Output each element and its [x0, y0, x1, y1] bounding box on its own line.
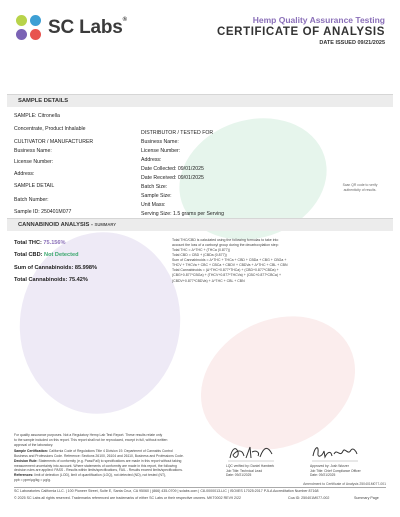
- footer-disclaimer: approval of the laboratory.: [14, 442, 54, 447]
- registered-mark: ®: [122, 17, 127, 23]
- calc-line: Total THC/CBD is calculated using the following formulas to take into: [172, 238, 279, 242]
- calculation-formulas: [172, 238, 372, 284]
- sum-of-cannabinoids: Sum of Cannabinoids: 85.998%: [14, 265, 97, 271]
- footer-disclaimer: to the sample included on this report. This report shall not be reproduced, except in full, without written: [14, 437, 168, 442]
- signature-block-lqc: LQC verified by: Daniel Hamberk Job Title: Technical Lead Date: 09/21/2025: [226, 442, 298, 478]
- cannabinoid-analysis-heading: CANNABINOID ANALYSIS - SUMMARY: [18, 222, 117, 228]
- document-title: CERTIFICATE OF ANALYSIS: [217, 26, 385, 38]
- qr-verify-note: Scan QR code to verify authenticity of results.: [342, 183, 378, 192]
- sample-certification: Business and Professions Code. Reference: Sections 26100, 26104 and 26110, Business and Professions Code.: [14, 454, 184, 459]
- decision-rule: measurement uncertainty into account. Where statements of conformity are made in this report, the following: [14, 463, 177, 468]
- sc-labs-logo: [16, 15, 127, 41]
- signature-hamberk-icon: [226, 442, 276, 464]
- sample-details-bar: [7, 94, 393, 107]
- sample-id: Sample ID: 250401M077: [14, 209, 72, 215]
- total-cbd: Total CBD: Not Detected: [14, 252, 79, 258]
- header-subtitle: Hemp Quality Assurance Testing: [252, 15, 385, 25]
- calc-line: Sum of Cannabinoids = Δ⁹THC + THCa + CBD + CBDa + CBG + CBGa +: [172, 258, 287, 263]
- distributor-address: Address:: [141, 157, 162, 163]
- decision-rule: Decision Rule: Statements of conformity (e.g. Pass/Fail) to specifications are made in this report without taking: [14, 458, 182, 463]
- date-issued: DATE ISSUED 09/21/2025: [319, 40, 385, 46]
- calc-line: (CBDV+0.877*CBDVa) + Δ⁸THC + CBL + CBN: [172, 278, 245, 283]
- sample-name: SAMPLE: Citronella: [14, 113, 60, 119]
- total-cannabinoids: Total Cannabinoids: 75.42%: [14, 277, 88, 283]
- sample-certification: Sample Certification: California Code of Regulations Title 4 Division 19. Department of Cannabis Control: [14, 449, 173, 454]
- references: ppb = ppm/μg/kg = μg/g.: [14, 477, 51, 482]
- signature-wurzer-icon: [310, 442, 360, 464]
- brand-name: SC Labs®: [48, 17, 127, 38]
- batch-size: Batch Size:: [141, 184, 168, 190]
- footer-notes: [14, 433, 212, 483]
- distributor-license-number: License Number:: [141, 148, 181, 154]
- sample-type: Concentrate, Product Inhalable: [14, 126, 86, 132]
- distributor-heading: DISTRIBUTOR / TESTED FOR: [141, 130, 214, 136]
- summary-page-label: Summary Page: [354, 496, 379, 500]
- coa-id: Coa ID: 250401M077-002: [288, 496, 330, 500]
- sample-size: Sample Size:: [141, 193, 172, 199]
- calc-line: (CBG+0.877*CBGa) + (THCV+0.877*THCVa) + (CBC+0.877*CBCa) +: [172, 273, 282, 278]
- cannabinoid-analysis-bar: [7, 218, 393, 231]
- cultivator-address: Address:: [14, 171, 35, 177]
- footer-divider: [14, 487, 386, 488]
- decision-rule: decision rules are applied: PASS - Results within limits/specifications, FAIL - Results exceed limits/specifications.: [14, 468, 183, 473]
- calc-line: Total THC = Δ⁹THC + (THCa (0.877)): [172, 248, 231, 253]
- serving-size: Serving Size: 1.5 grams per Serving: [141, 211, 225, 217]
- signature-block-approval: Approved by: Josh Wurzer Job Title: Chief Compliance Officer Date: 09/21/2025: [310, 442, 382, 478]
- header-titles: [217, 15, 385, 46]
- distributor-business-name: Business Name:: [141, 139, 179, 145]
- calc-line: Total CBD = CBD + (CBDa (0.877)): [172, 253, 227, 258]
- total-thc: Total THC: 75.156%: [14, 240, 66, 246]
- total-thc-value: 75.156%: [43, 240, 66, 246]
- sample-detail-heading: SAMPLE DETAIL: [14, 183, 55, 189]
- references: References: limit of detection (LOD), limit of quantification (LOQ), not detected (ND), not tested (NT),: [14, 473, 167, 478]
- lab-address-line: SC Laboratories California LLC. | 100 Pioneer Street, Suite E, Santa Cruz, CA 95060 | (866) 435-0709 | sclabs.com | C8-0000013-LIC | ISO/IES 17025:2017 PJLA Accreditation Number 87168: [14, 489, 319, 493]
- calc-line: Total Cannabinoids = (Δ⁹THC+0.877*THCa) + (CBD+0.877*CBDa) +: [172, 268, 279, 273]
- batch-number: Batch Number:: [14, 197, 49, 203]
- footer-disclaimer: For quality assurance purposes. Not a Regulatory Hemp Lab Test Report. These results relate only: [14, 433, 163, 437]
- copyright-line: © 2025 SC Labs all rights reserved. Trademarks referenced are trademarks of either SC Labs or their respective owners. MKT0002 REV9 2/22: [14, 496, 241, 500]
- unit-mass: Unit Mass:: [141, 202, 166, 208]
- cultivator-license-number: License Number:: [14, 159, 54, 165]
- sample-details-heading: SAMPLE DETAILS: [18, 98, 69, 104]
- cultivator-heading: CULTIVATOR / MANUFACTURER: [14, 139, 94, 145]
- date-received: Date Received: 09/01/2025: [141, 175, 204, 181]
- total-cbd-value: Not Detected: [44, 252, 79, 258]
- amendment-note: Amendment to Certificate of Analysis 250401M077-001: [303, 482, 386, 486]
- calc-line: THCV + THCVa + CBC + CBCa + CBDV + CBDVa + Δ⁸THC + CBL + CBN: [172, 263, 288, 268]
- calc-line: account the loss of a carboxyl group during the decarboxylation step:: [172, 243, 279, 248]
- date-collected: Date Collected: 09/01/2025: [141, 166, 204, 172]
- logo-dots-icon: [16, 15, 42, 41]
- cultivator-business-name: Business Name:: [14, 148, 52, 154]
